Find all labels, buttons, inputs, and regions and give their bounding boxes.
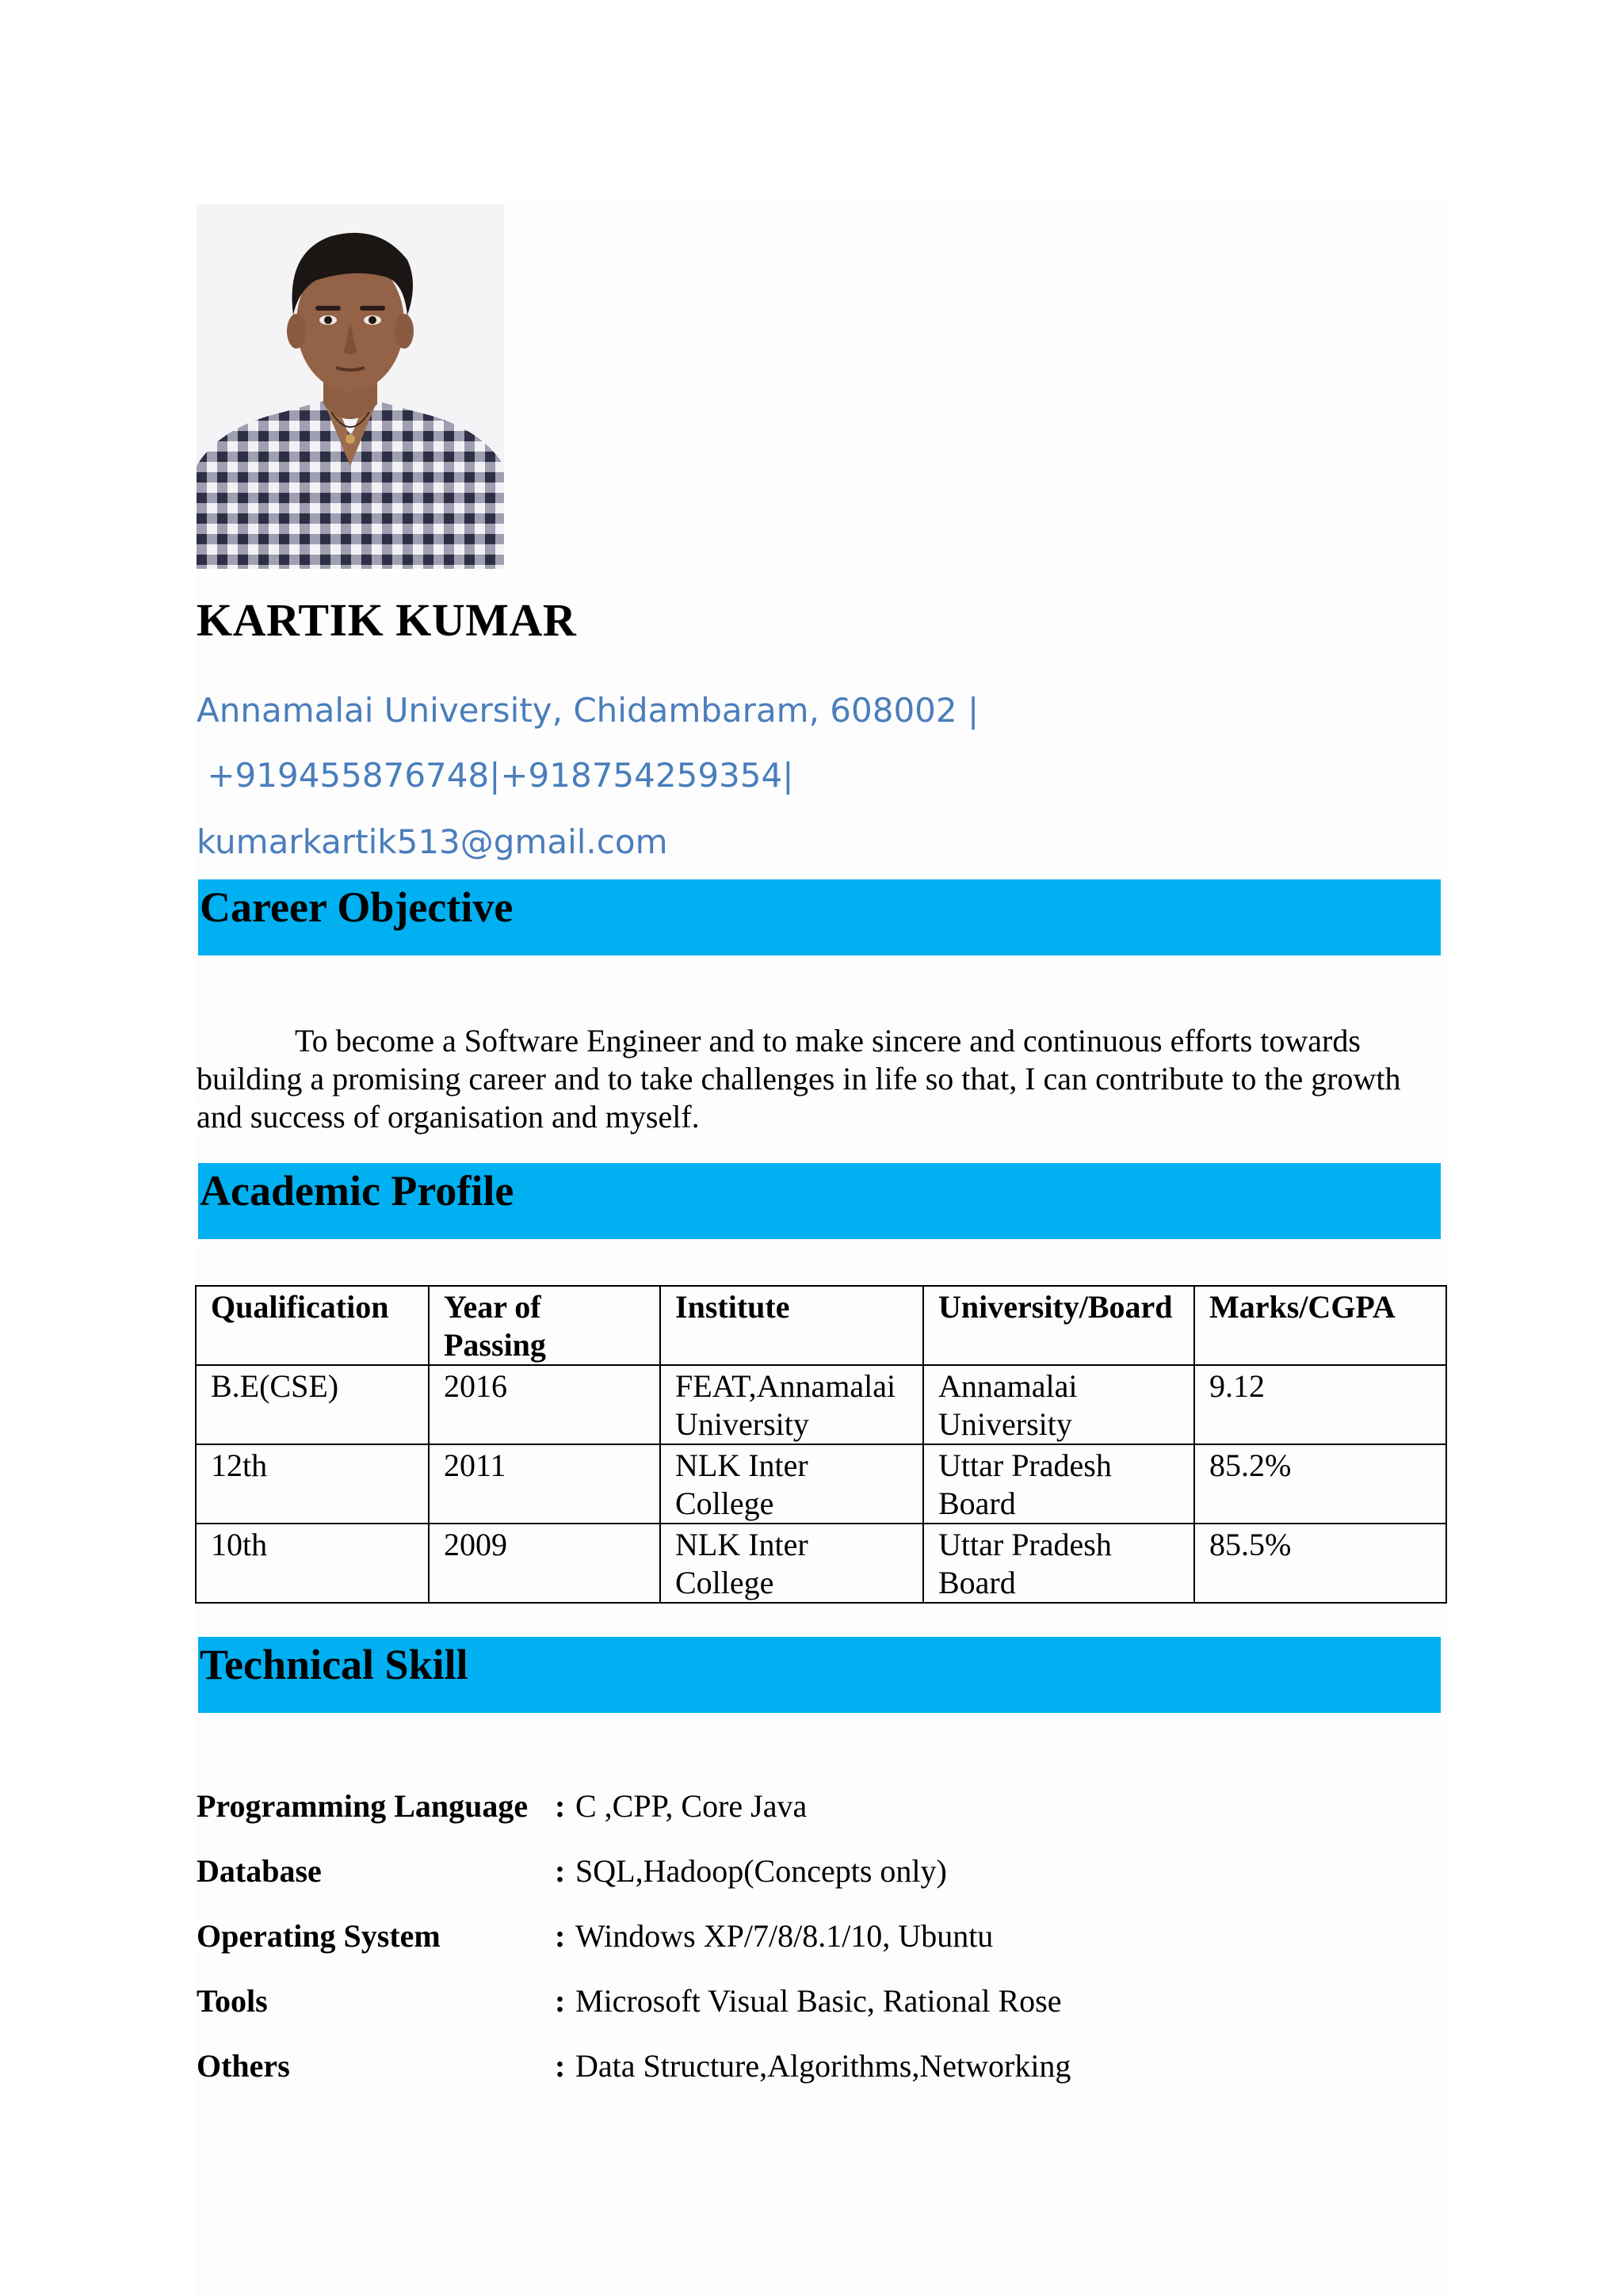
cell-qualification: B.E(CSE) (196, 1365, 429, 1444)
column-header-qualification: Qualification (196, 1286, 429, 1365)
skill-value: Microsoft Visual Basic, Rational Rose (575, 1983, 1062, 2019)
skill-row (197, 1982, 1417, 2020)
career-objective-text: To become a Software Engineer and to make sincere and continuous efforts towards building a promising career and to take challenges in life so that, I can contribute to the growth and success of organisation and myself. (197, 1023, 1401, 1135)
address-line: Annamalai University, Chidambaram, 608002 | (197, 691, 980, 730)
skill-row (197, 2047, 1417, 2085)
cell-qualification: 12th (196, 1444, 429, 1524)
skill-value: SQL,Hadoop(Concepts only) (575, 1853, 947, 1889)
academic-profile-heading: Academic Profile (200, 1167, 514, 1215)
skill-label: Programming Language (197, 1788, 529, 1824)
table-row (196, 1524, 1446, 1603)
candidate-name: KARTIK KUMAR (197, 594, 577, 646)
cell-board: Annamalai University (923, 1365, 1194, 1444)
email-line[interactable]: kumarkartik513@gmail.com (197, 822, 668, 861)
cell-marks: 9.12 (1194, 1365, 1446, 1444)
column-header-marks: Marks/CGPA (1194, 1286, 1446, 1365)
table-row (196, 1444, 1446, 1524)
cell-institute: NLK Inter College (660, 1524, 923, 1603)
cell-board: Uttar Pradesh Board (923, 1524, 1194, 1603)
skill-value: C ,CPP, Core Java (575, 1788, 808, 1824)
skill-label: Database (197, 1853, 322, 1889)
cell-year: 2009 (429, 1524, 660, 1603)
phone-line: +919455876748|+918754259354| (197, 756, 794, 795)
cell-qualification: 10th (196, 1524, 429, 1603)
career-objective-heading: Career Objective (200, 883, 514, 931)
skill-separator: : (555, 1853, 566, 1889)
column-header-institute: Institute (660, 1286, 923, 1365)
profile-photo (197, 204, 504, 569)
skill-separator: : (555, 2048, 566, 2084)
skill-row (197, 1917, 1417, 1955)
cell-year: 2016 (429, 1365, 660, 1444)
academic-table (195, 1285, 1447, 1604)
skill-row (197, 1787, 1417, 1825)
cell-board: Uttar Pradesh Board (923, 1444, 1194, 1524)
cell-marks: 85.5% (1194, 1524, 1446, 1603)
column-header-board: University/Board (923, 1286, 1194, 1365)
table-header-row (196, 1286, 1446, 1365)
technical-skill-heading: Technical Skill (200, 1641, 468, 1688)
cell-year: 2011 (429, 1444, 660, 1524)
cell-marks: 85.2% (1194, 1444, 1446, 1524)
column-header-year: Year of Passing (429, 1286, 660, 1365)
cell-institute: FEAT,Annamalai University (660, 1365, 923, 1444)
table-row (196, 1365, 1446, 1444)
skill-separator: : (555, 1918, 566, 1954)
skill-separator: : (555, 1983, 566, 2019)
skill-label: Others (197, 2048, 290, 2084)
skill-separator: : (555, 1788, 566, 1824)
skill-value: Windows XP/7/8/8.1/10, Ubuntu (575, 1918, 994, 1954)
skill-label: Operating System (197, 1918, 441, 1954)
cell-institute: NLK Inter College (660, 1444, 923, 1524)
skill-value: Data Structure,Algorithms,Networking (575, 2048, 1071, 2084)
skill-row (197, 1852, 1417, 1890)
skill-label: Tools (197, 1983, 268, 2019)
